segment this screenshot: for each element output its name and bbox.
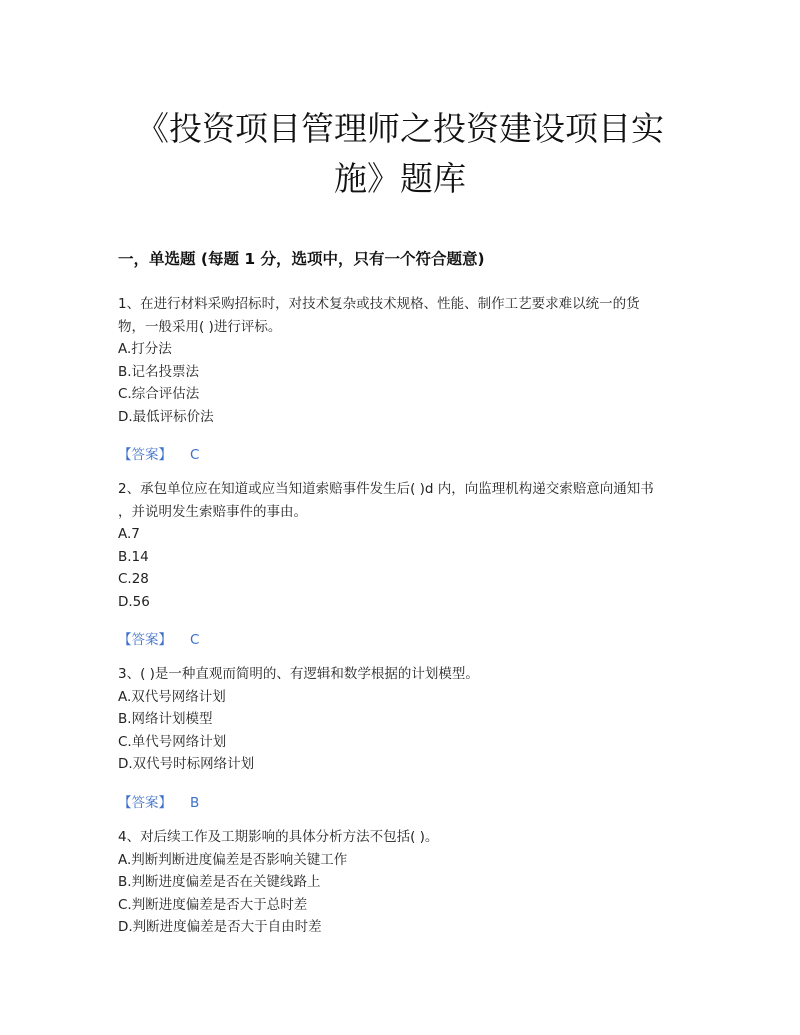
option-a: A.7: [118, 526, 140, 542]
section-heading: 一，单选题 (每题 1 分，选项中，只有一个符合题意): [118, 250, 485, 268]
question-2: [118, 478, 688, 613]
question-stem: 4、对后续工作及工期影响的具体分析方法不包括( )。: [118, 829, 439, 845]
question-stem: 1、在进行材料采购招标时，对技术复杂或技术规格、性能、制作工艺要求难以统一的货: [118, 296, 640, 312]
answer-label: 【答案】: [118, 795, 172, 811]
question-1: [118, 293, 688, 428]
question-4: [118, 826, 688, 939]
document-title: [0, 104, 800, 204]
option-c: C.单代号网络计划: [118, 733, 227, 750]
option-a: A.判断判断进度偏差是否影响关键工作: [118, 851, 348, 868]
answer-2: [118, 628, 199, 648]
option-d: D.最低评标价法: [118, 408, 214, 425]
question-3: [118, 663, 688, 776]
answer-label: 【答案】: [118, 447, 172, 463]
question-stem-cont: 物，一般采用( )进行评标。: [118, 318, 282, 335]
answer-value: B: [190, 795, 200, 811]
option-a: A.双代号网络计划: [118, 688, 226, 705]
question-stem: 2、承包单位应在知道或应当知道索赔事件发生后( )d 内，向监理机构递交索赔意向通知书: [118, 481, 654, 497]
option-b: B.网络计划模型: [118, 711, 213, 727]
option-c: C.28: [118, 571, 149, 587]
answer-value: C: [190, 632, 200, 648]
option-d: D.56: [118, 593, 150, 610]
option-c: C.综合评估法: [118, 386, 200, 402]
answer-label: 【答案】: [118, 632, 172, 648]
title-line-1: 《投资项目管理师之投资建设项目实: [136, 109, 664, 148]
question-stem-cont: ，并说明发生索赔事件的事由。: [118, 503, 307, 520]
answer-3: [118, 791, 199, 811]
option-b: B.记名投票法: [118, 363, 200, 380]
option-c: C.判断进度偏差是否大于总时差: [118, 896, 308, 913]
option-b: B.14: [118, 548, 149, 565]
option-d: D.判断进度偏差是否大于自由时差: [118, 919, 322, 935]
question-stem: 3、( )是一种直观而简明的、有逻辑和数学根据的计划模型。: [118, 666, 479, 682]
answer-value: C: [190, 447, 200, 463]
answer-1: [118, 443, 199, 463]
option-a: A.打分法: [118, 341, 172, 357]
option-b: B.判断进度偏差是否在关键线路上: [118, 874, 321, 890]
title-line-2: 施》题库: [334, 159, 466, 198]
option-d: D.双代号时标网络计划: [118, 756, 255, 772]
